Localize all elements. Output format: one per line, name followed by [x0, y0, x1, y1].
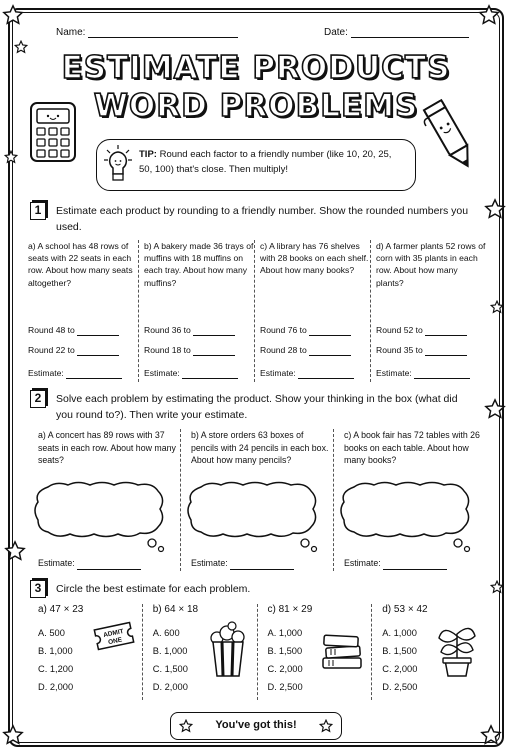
- section-2-instruction: Solve each problem by estimating the product. Show your thinking in the box (what did you round to?). Then write your estimate.: [56, 393, 458, 421]
- choice-b[interactable]: B. 1,500: [382, 646, 417, 656]
- round-field[interactable]: [28, 324, 119, 336]
- section-2-problems: [28, 429, 486, 571]
- round-label: Round 36 to: [144, 325, 191, 335]
- choice-d[interactable]: D. 2,500: [267, 682, 303, 692]
- round-label: Round 48 to: [28, 325, 75, 335]
- round-field[interactable]: [144, 324, 235, 336]
- section-1-instruction: Estimate each product by rounding to a friendly number. Show the rounded numbers you used.: [56, 205, 469, 233]
- star-icon: [2, 4, 24, 26]
- problem-1d: [370, 240, 486, 382]
- star-icon: [4, 150, 18, 164]
- choice-c[interactable]: C. 2,000: [382, 664, 418, 674]
- estimate-label: Estimate:: [376, 368, 412, 378]
- ticket-text-2: ONE: [107, 636, 123, 647]
- estimate-label: Estimate:: [344, 558, 381, 568]
- name-field[interactable]: [56, 27, 238, 38]
- round-label: Round 76 to: [260, 325, 307, 335]
- choice-a[interactable]: A. 1,000: [267, 628, 303, 638]
- choice-c[interactable]: C. 1,500: [152, 664, 188, 674]
- pencil-icon: [420, 96, 482, 174]
- answer-blank[interactable]: [182, 370, 238, 379]
- answer-blank[interactable]: [298, 370, 354, 379]
- answer-blank[interactable]: [193, 327, 235, 336]
- choice-a[interactable]: A. 1,000: [382, 628, 417, 638]
- date-field[interactable]: [324, 27, 469, 38]
- section-1-problems: [28, 240, 486, 382]
- section-2-number: 2: [30, 390, 46, 408]
- section-1-number: 1: [30, 202, 46, 220]
- problem-expression: a) 47 × 23: [38, 604, 84, 615]
- tip-label: TIP:: [139, 149, 157, 160]
- name-label: Name:: [56, 27, 86, 38]
- estimate-label: Estimate:: [260, 368, 296, 378]
- date-blank[interactable]: [351, 28, 469, 38]
- ticket-text-1: ADMIT: [102, 627, 125, 640]
- star-icon: [179, 719, 193, 733]
- round-label: Round 28 to: [260, 345, 307, 355]
- round-field[interactable]: [376, 344, 467, 356]
- estimate-label: Estimate:: [191, 558, 228, 568]
- estimate-field[interactable]: [191, 557, 294, 570]
- answer-blank[interactable]: [77, 561, 141, 570]
- choice-d[interactable]: D. 2,000: [38, 682, 74, 692]
- round-label: Round 18 to: [144, 345, 191, 355]
- section-3-problems: [28, 604, 486, 700]
- answer-blank[interactable]: [230, 561, 294, 570]
- ticket-icon: [92, 616, 136, 656]
- choice-b[interactable]: B. 1,000: [152, 646, 188, 656]
- encouragement-banner: [170, 712, 342, 740]
- name-blank[interactable]: [88, 28, 238, 38]
- problem-text: d) A farmer plants 52 rows of corn with 35 plants in each row. About how many plants?: [376, 241, 486, 288]
- choice-a[interactable]: A. 500: [38, 628, 65, 638]
- problem-text: b) A bakery made 36 trays of muffins with 18 muffins on each tray. About how many muffins?: [144, 241, 254, 288]
- tip-text: Round each factor to a friendly number (like 10, 20, 25, 50, 100) that's close. Then multiply!: [139, 149, 392, 175]
- answer-blank[interactable]: [77, 347, 119, 356]
- thinking-box[interactable]: [340, 481, 474, 553]
- round-label: Round 52 to: [376, 325, 423, 335]
- problem-expression: b) 64 × 18: [152, 604, 199, 615]
- page-title-line1: ESTIMATE PRODUCTS: [61, 50, 451, 86]
- round-field[interactable]: [260, 324, 351, 336]
- date-label: Date:: [324, 27, 348, 38]
- answer-blank[interactable]: [309, 347, 351, 356]
- choice-c[interactable]: C. 2,000: [267, 664, 303, 674]
- estimate-field[interactable]: [38, 557, 141, 570]
- estimate-label: Estimate:: [38, 558, 75, 568]
- plant-icon: [434, 620, 480, 680]
- choice-d[interactable]: D. 2,500: [382, 682, 418, 692]
- problem-3c: [257, 604, 372, 700]
- popcorn-icon: [205, 620, 251, 680]
- round-field[interactable]: [28, 344, 119, 356]
- thinking-box[interactable]: [187, 481, 321, 553]
- answer-blank[interactable]: [414, 370, 470, 379]
- star-icon: [490, 580, 504, 594]
- answer-blank[interactable]: [77, 327, 119, 336]
- estimate-field[interactable]: [376, 367, 470, 379]
- problem-1a: [28, 240, 138, 382]
- problem-text: a) A concert has 89 rows with 37 seats in each row. About how many seats?: [38, 430, 176, 465]
- choice-c[interactable]: C. 1,200: [38, 664, 74, 674]
- lightbulb-icon: [103, 144, 133, 186]
- problem-text: c) A book fair has 72 tables with 26 books on each table. About how many books?: [344, 430, 480, 465]
- star-icon: [484, 198, 506, 220]
- problem-expression: c) 81 × 29: [267, 604, 313, 615]
- problem-text: c) A library has 76 shelves with 28 books on each shelf. About how many books?: [260, 241, 369, 276]
- answer-blank[interactable]: [425, 327, 467, 336]
- star-icon: [4, 540, 26, 562]
- choice-d[interactable]: D. 2,000: [152, 682, 188, 692]
- answer-blank[interactable]: [309, 327, 351, 336]
- page-title-line2: WORD PROBLEMS: [93, 88, 419, 124]
- problem-3b: [142, 604, 257, 700]
- star-icon: [478, 4, 500, 26]
- problem-2a: [28, 429, 180, 571]
- answer-blank[interactable]: [193, 347, 235, 356]
- choice-b[interactable]: B. 1,500: [267, 646, 303, 656]
- section-3-number: 3: [30, 580, 46, 598]
- round-field[interactable]: [376, 324, 467, 336]
- choice-a[interactable]: A. 600: [152, 628, 180, 638]
- estimate-field[interactable]: [144, 367, 238, 379]
- round-label: Round 35 to: [376, 345, 423, 355]
- encouragement-text: You've got this!: [215, 719, 297, 731]
- answer-blank[interactable]: [425, 347, 467, 356]
- answer-blank[interactable]: [66, 370, 122, 379]
- estimate-label: Estimate:: [144, 368, 180, 378]
- star-icon: [484, 398, 506, 420]
- star-icon: [2, 724, 24, 746]
- estimate-field[interactable]: [344, 557, 447, 570]
- answer-blank[interactable]: [383, 561, 447, 570]
- estimate-field[interactable]: [260, 367, 354, 379]
- estimate-label: Estimate:: [28, 368, 64, 378]
- choice-b[interactable]: B. 1,000: [38, 646, 73, 656]
- round-field[interactable]: [260, 344, 351, 356]
- problem-expression: d) 53 × 42: [382, 604, 428, 615]
- books-icon: [319, 624, 365, 672]
- problem-text: a) A school has 48 rows of seats with 22 seats in each row. About how many seats altogether?: [28, 241, 133, 288]
- round-field[interactable]: [144, 344, 235, 356]
- problem-2b: [180, 429, 333, 571]
- problem-3a: [28, 604, 142, 700]
- star-icon: [480, 724, 502, 746]
- round-label: Round 22 to: [28, 345, 75, 355]
- star-icon: [490, 300, 504, 314]
- thinking-box[interactable]: [34, 481, 168, 553]
- star-icon: [319, 719, 333, 733]
- section-3-instruction: Circle the best estimate for each problem.: [56, 583, 251, 595]
- problem-text: b) A store orders 63 boxes of pencils with 24 pencils in each box. About how many pencils?: [191, 430, 329, 465]
- calculator-icon: [28, 100, 82, 166]
- problem-2c: [333, 429, 486, 571]
- problem-1b: [138, 240, 254, 382]
- problem-1c: [254, 240, 370, 382]
- tip-box: [96, 139, 416, 191]
- estimate-field[interactable]: [28, 367, 122, 379]
- problem-3d: [371, 604, 486, 700]
